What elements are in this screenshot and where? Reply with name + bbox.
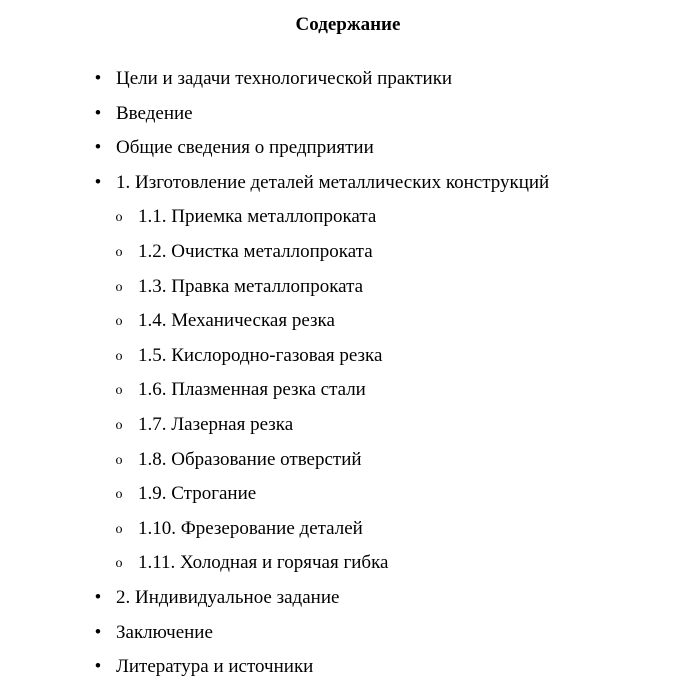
sub-bullet-marker: o: [115, 279, 123, 295]
toc-item-text: Заключение: [116, 621, 213, 643]
bullet-marker: •: [94, 656, 102, 678]
bullet-marker: •: [94, 102, 102, 124]
toc-item-text: 1.1. Приемка металлопроката: [138, 206, 377, 228]
sub-bullet-marker: o: [115, 487, 123, 503]
sub-bullet-marker: o: [115, 521, 123, 537]
bullet-marker: •: [94, 171, 102, 193]
toc-item-text: Литература и источники: [116, 656, 314, 678]
sub-bullet-marker: o: [115, 556, 123, 572]
toc-item-text: 1.7. Лазерная резка: [138, 413, 294, 435]
toc-item-text: 1.9. Строгание: [138, 483, 257, 505]
sub-bullet-marker: o: [115, 210, 123, 226]
toc-item-text: Введение: [116, 102, 193, 124]
sub-bullet-marker: o: [115, 417, 123, 433]
toc-item-text: 1.8. Образование отверстий: [138, 448, 362, 470]
toc-item-text: 1.5. Кислородно-газовая резка: [138, 344, 383, 366]
bullet-marker: •: [94, 137, 102, 159]
bullet-marker: •: [94, 68, 102, 89]
toc-item-text: Общие сведения о предприятии: [116, 137, 374, 159]
toc-item-text: 1.4. Механическая резка: [138, 310, 335, 332]
toc-item-text: 1.2. Очистка металлопроката: [138, 240, 373, 262]
toc-item-text: 1. Изготовление деталей металлических конструкций: [116, 171, 550, 193]
toc-item-text: Цели и задачи технологической практики: [116, 68, 453, 89]
sub-bullet-marker: o: [115, 314, 123, 330]
bullet-marker: •: [94, 621, 102, 643]
toc-item-text: 1.10. Фрезерование деталей: [138, 517, 363, 539]
sub-bullet-marker: o: [115, 348, 123, 364]
sub-bullet-marker: o: [115, 452, 123, 468]
toc-item-text: 1.6. Плазменная резка стали: [138, 379, 366, 401]
toc-item-text: 1.11. Холодная и горячая гибка: [138, 552, 389, 574]
toc-item-text: 2. Индивидуальное задание: [116, 586, 340, 608]
sub-bullet-marker: o: [115, 244, 123, 260]
sub-bullet-marker: o: [115, 383, 123, 399]
page-title: Содержание: [295, 14, 401, 35]
bullet-marker: •: [94, 586, 102, 608]
toc-item-text: 1.3. Правка металлопроката: [138, 275, 364, 297]
